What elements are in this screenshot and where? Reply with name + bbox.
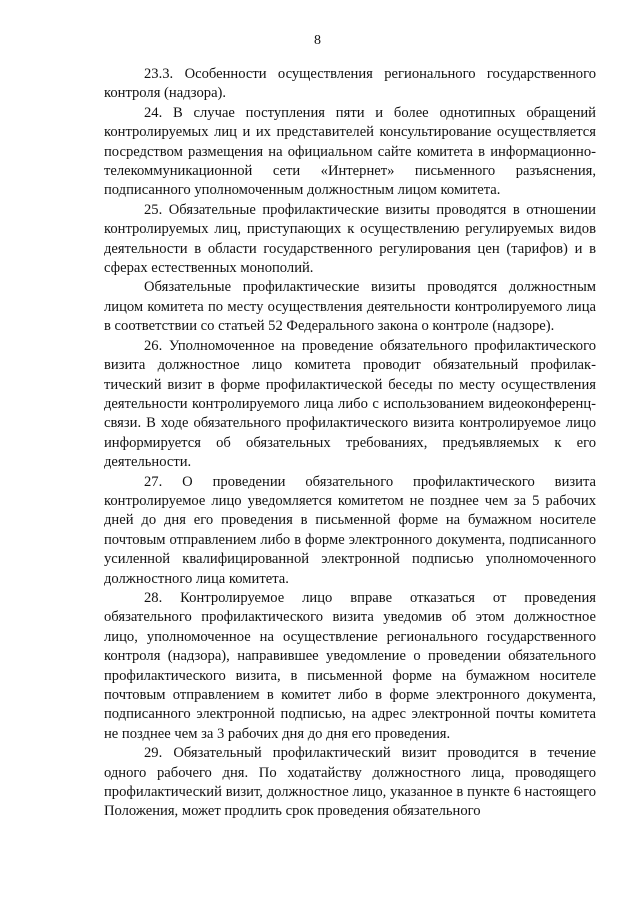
paragraph-26: 26. Уполномоченное на проведение обязательного профилактического визита должностное лицо комитета проводит обязательный профилактический визит в форме профилактической беседы по месту осуществления деятельности контролируемого лица либо с использованием видеоконференц-связи. В ходе обязательного профилактического визита контролируемое лицо информируется об обязательных требованиях, предъявляемых к его деятельности.	[104, 337, 596, 471]
paragraph-28: 28. Контролируемое лицо вправе отказаться от проведения обязательного профилактического визита уведомив об этом должностное лицо, уполномоченное на осуществление регионального государственного контроля (надзора), направившее уведомление о проведении обязательного профилактического визита, в письменной форме на бумажном носителе почтовым отправлением в комитет либо в форме электронного документа, подписанного электронной подписью, на адрес электронной почты комитета не позднее чем за 3 рабочих дня до дня его проведения.	[104, 589, 596, 742]
paragraph-25-continuation: Обязательные профилактические визиты проводятся должностным лицом комитета по месту осуществления деятельности контролируемого лица в соответствии со статьей 52 Федерального закона о контроле (надзоре).	[104, 279, 596, 335]
paragraph-24: 24. В случае поступления пяти и более однотипных обращений контролируемых лиц и их представителей консультирование осуществляется посредством размещения на официальном сайте комитета в информационно-телекоммуникационной сети «Интернет» письменного разъяснения, подписанного уполномоченным должностным лицом комитета.	[104, 104, 596, 199]
paragraph-25: 25. Обязательные профилактические визиты проводятся в отношении контролируемых лиц, приступающих к осуществлению регулируемых видов деятельности в области государственного регулирования цен (тарифов) и в сферах естественных монополий.	[104, 201, 596, 277]
paragraph-29: 29. Обязательный профилактический визит проводится в течение одного рабочего дня. По ходатайству должностного лица, проводящего профилактический визит, должностное лицо, указанное в пункте 6 настоящего Положения, может продлить срок проведения обязательного	[104, 745, 596, 820]
paragraph-27: 27. О проведении обязательного профилактического визита контролируемое лицо уведомляется комитетом не позднее чем за 5 рабочих дней до дня его проведения в письменной форме на бумажном носителе почтовым отправлением либо в форме электронного документа, подписанного усиленной квалифицированной электронной подписью уполномоченного должностного лица комитета.	[104, 473, 596, 587]
paragraph-23-3: 23.3. Особенности осуществления регионального государственного контроля (надзора).	[104, 66, 596, 102]
document-body	[104, 65, 596, 822]
page-number: 8	[314, 33, 321, 48]
